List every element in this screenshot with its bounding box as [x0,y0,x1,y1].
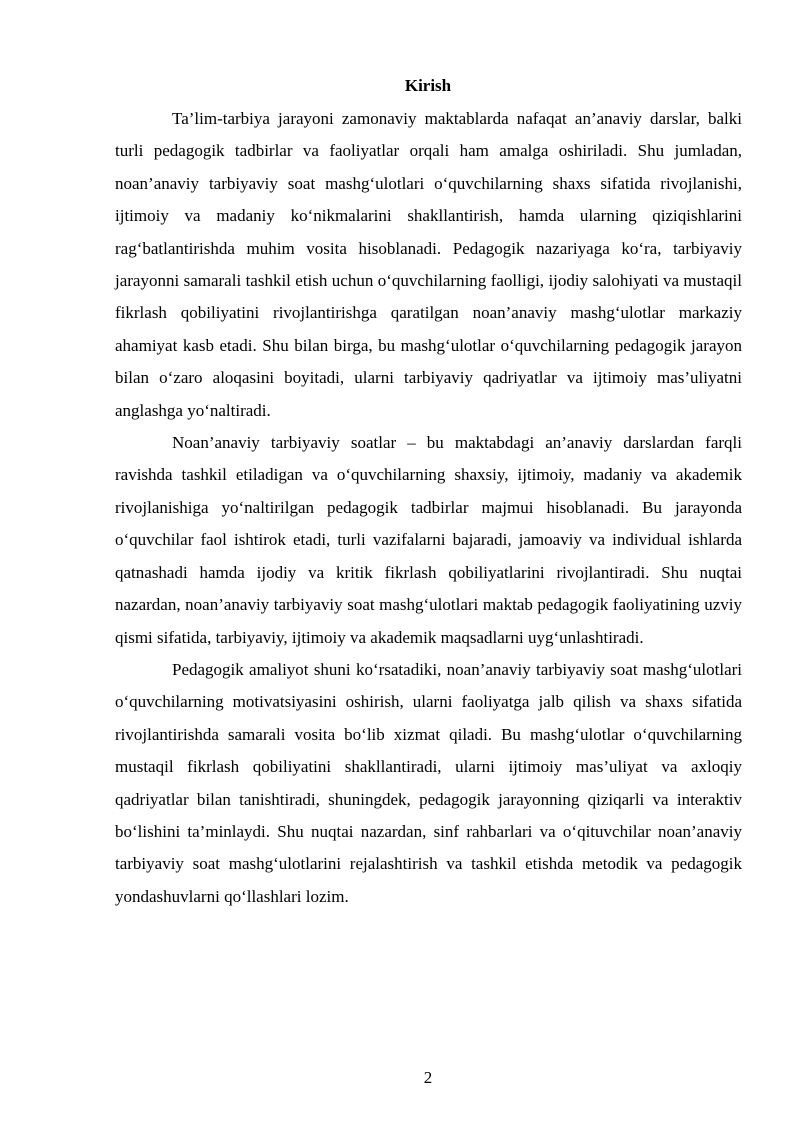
section-heading: Kirish [404,76,452,95]
body-text [115,103,742,913]
paragraph-1: Ta’lim-tarbiya jarayoni zamonaviy maktablarda nafaqat an’anaviy darslar, balki turli pedagogik tadbirlar va faoliyatlar orqali ham amalga oshiriladi. Shu jumladan, noan’anaviy tarbiyaviy soat mashg‘ulotlari o‘quvchilarning shaxs sifatida rivojlanishi, ijtimoiy va madaniy ko‘nikmalarini shakllantirish, hamda ularning qiziqishlarini rag‘batlantirishda muhim vosita hisoblanadi. Pedagogik nazariyaga ko‘ra, tarbiyaviy jarayonni samarali tashkil etish uchun o‘quvchilarning faolligi, ijodiy salohiyati va mustaqil fikrlash qobiliyatini rivojlantirishga qaratilgan noan’anaviy mashg‘ulotlar markaziy ahamiyat kasb etadi. Shu bilan birga, bu mashg‘ulotlar o‘quvchilarning pedagogik jarayon bilan o‘zaro aloqasini boyitadi, ularni tarbiyaviy qadriyatlar va ijtimoiy mas’uliyatni anglashga yo‘naltiradi. [115,109,742,420]
paragraph-3: Pedagogik amaliyot shuni ko‘rsatadiki, noan’anaviy tarbiyaviy soat mashg‘ulotlari o‘quvchilarning motivatsiyasini oshirish, ularni faoliyatga jalb qilish va shaxs sifatida rivojlantirishda samarali vosita bo‘lib xizmat qiladi. Bu mashg‘ulotlar o‘quvchilarning mustaqil fikrlash qobiliyatini shakllantiradi, ularni ijtimoiy mas’uliyat va axloqiy qadriyatlar bilan tanishtiradi, shuningdek, pedagogik jarayonning qiziqarli va interaktiv bo‘lishini ta’minlaydi. Shu nuqtai nazardan, sinf rahbarlari va o‘qituvchilar noan’anaviy tarbiyaviy soat mashg‘ulotlarini rejalashtirish va tashkil etishda metodik va pedagogik yondashuvlarni qo‘llashlari lozim. [115,659,742,906]
page-number: 2 [423,1068,433,1087]
paragraph-2: Noan’anaviy tarbiyaviy soatlar – bu maktabdagi an’anaviy darslardan farqli ravishda tashkil etiladigan va o‘quvchilarning shaxsiy, ijtimoiy, madaniy va akademik rivojlanishiga yo‘naltirilgan pedagogik tadbirlar majmui hisoblanadi. Bu jarayonda o‘quvchilar faol ishtirok etadi, turli vazifalarni bajaradi, jamoaviy va individual ishlarda qatnashadi hamda ijodiy va kritik fikrlash qobiliyatlarini rivojlantiradi. Shu nuqtai nazardan, noan’anaviy tarbiyaviy soat mashg‘ulotlari maktab pedagogik faoliyatining uzviy qismi sifatida, tarbiyaviy, ijtimoiy va akademik maqsadlarni uyg‘unlashtiradi. [115,433,742,647]
